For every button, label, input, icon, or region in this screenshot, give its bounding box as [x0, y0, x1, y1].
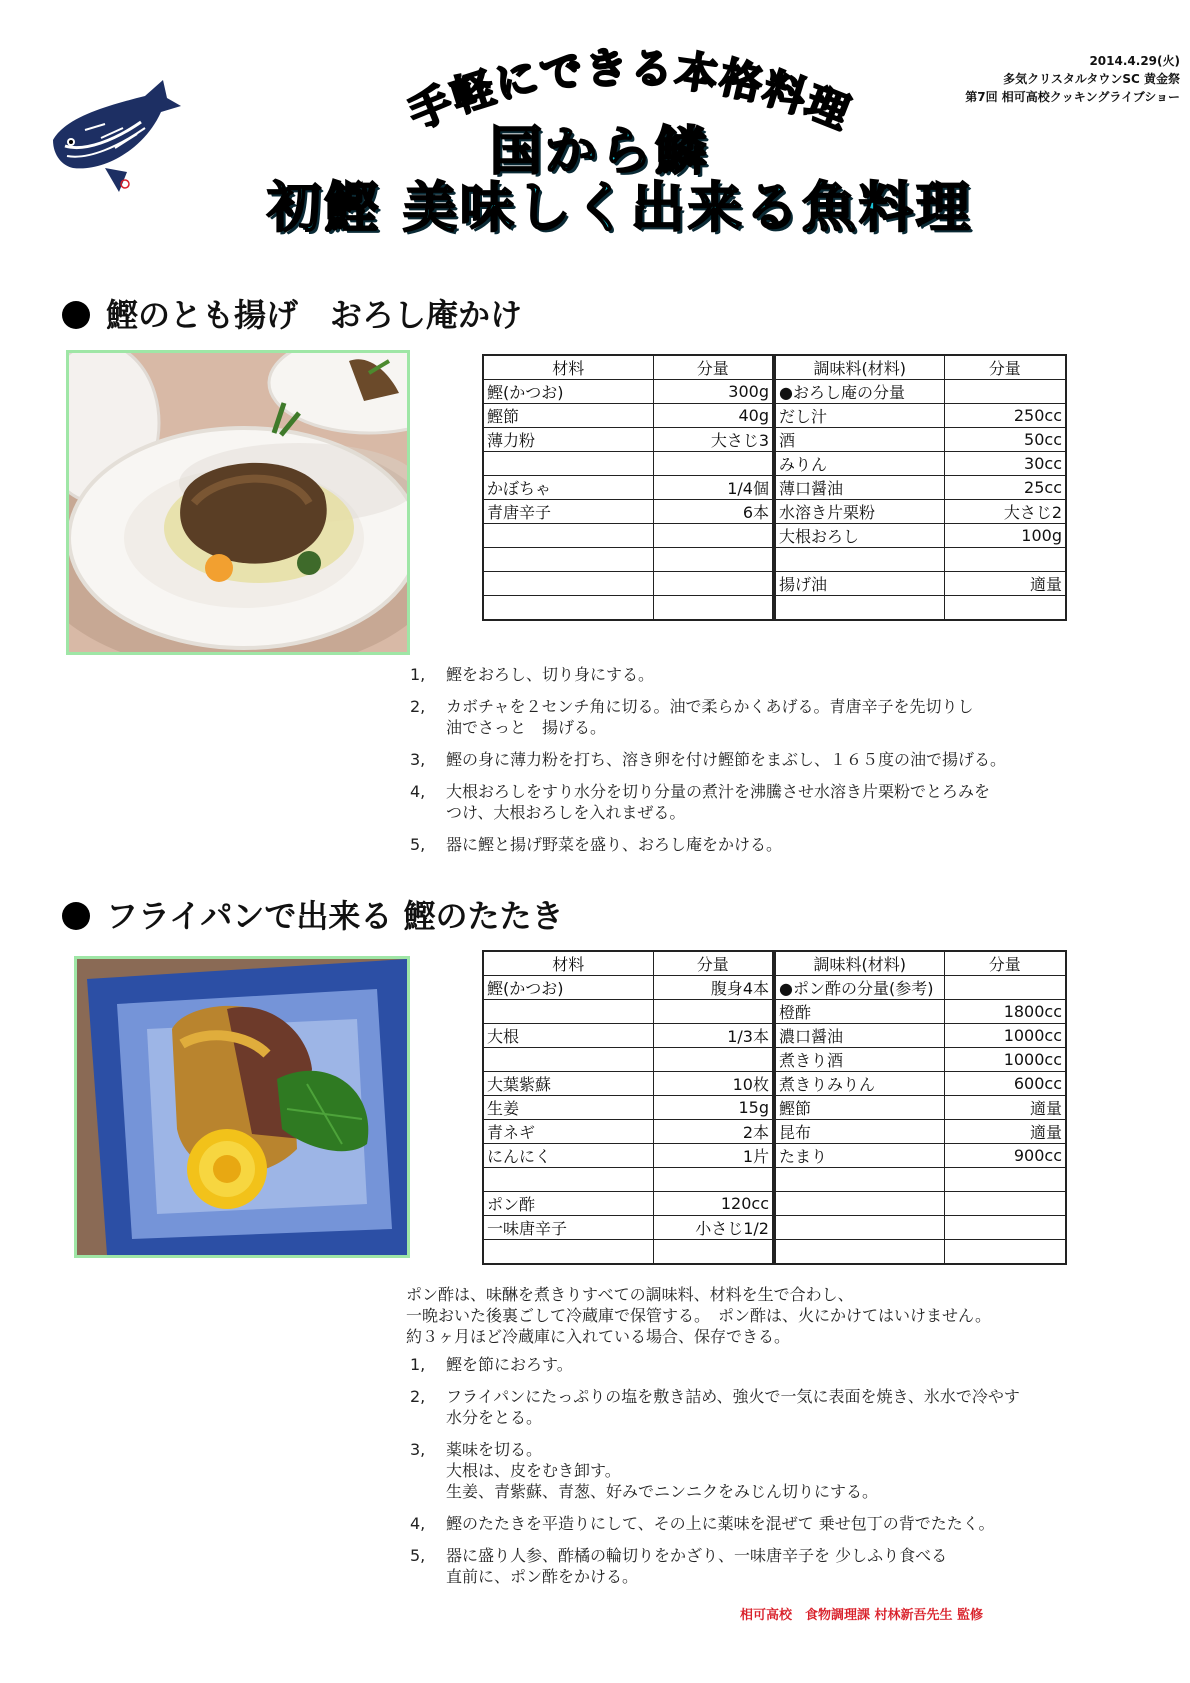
supervisor-credit: 相可高校 食物調理課 村林新吾先生 監修: [740, 1608, 984, 1623]
step-item: [410, 781, 1130, 823]
table-row: [483, 1072, 1066, 1096]
table-row: [483, 1192, 1066, 1216]
table-cell: 酒: [774, 428, 944, 452]
table-cell: [653, 1240, 774, 1265]
table-cell: [944, 1216, 1066, 1240]
table-cell: 青ネギ: [483, 1120, 653, 1144]
recipe2-table-body: [483, 951, 1066, 1264]
table-row: [483, 404, 1066, 428]
table-cell: 大さじ3: [653, 428, 774, 452]
table-cell: [653, 548, 774, 572]
step-item: [410, 1354, 1150, 1375]
table-cell: 50cc: [944, 428, 1066, 452]
step-item: [410, 834, 1130, 855]
recipe1-steps: [410, 664, 1130, 866]
table-row: [483, 1048, 1066, 1072]
table-header-row: [483, 951, 1066, 976]
step-text: 鰹の身に薄力粉を打ち、溶き卵を付け鰹節をまぶし、１６５度の油で揚げる。: [446, 750, 1007, 769]
table-row: [483, 1144, 1066, 1168]
table-cell: ●ポン酢の分量(参考): [774, 976, 944, 1000]
step-item: [410, 1439, 1150, 1502]
table-cell: 大さじ2: [944, 500, 1066, 524]
recipe1-ingredients-table: [482, 354, 1067, 621]
step-text: カボチャを２センチ角に切る。油で柔らかくあげる。青唐辛子を先切りし 油でさっと 揚げる。: [446, 697, 974, 737]
table-cell: [944, 548, 1066, 572]
step-number: 1,: [410, 1355, 426, 1374]
step-number: 3,: [410, 750, 426, 769]
table-cell: [653, 452, 774, 476]
table-cell: 煮きりみりん: [774, 1072, 944, 1096]
table-header-cell: 材料: [483, 355, 653, 380]
table-cell: 1片: [653, 1144, 774, 1168]
recipe2-photo: [74, 956, 410, 1258]
table-cell: たまり: [774, 1144, 944, 1168]
table-cell: [483, 1168, 653, 1192]
table-cell: [483, 524, 653, 548]
table-row: [483, 428, 1066, 452]
table-cell: [653, 572, 774, 596]
table-cell: 適量: [944, 1120, 1066, 1144]
table-cell: [774, 548, 944, 572]
table-cell: 1000cc: [944, 1048, 1066, 1072]
step-item: [410, 1513, 1150, 1534]
table-cell: [653, 1168, 774, 1192]
table-cell: [944, 1168, 1066, 1192]
table-cell: 1000cc: [944, 1024, 1066, 1048]
table-cell: [653, 596, 774, 621]
table-cell: かぼちゃ: [483, 476, 653, 500]
table-cell: 鰹(かつお): [483, 380, 653, 404]
table-cell: 120cc: [653, 1192, 774, 1216]
table-row: [483, 548, 1066, 572]
table-row: [483, 1168, 1066, 1192]
step-text: 薬味を切る。 大根は、皮をむき卸す。 生姜、青紫蘇、青葱、好みでニンニクをみじん切りにする。: [446, 1440, 879, 1501]
table-cell: [483, 1240, 653, 1265]
table-cell: 鰹節: [483, 404, 653, 428]
bonito-logo: [45, 68, 185, 198]
table-cell: 昆布: [774, 1120, 944, 1144]
table-cell: 腹身4本: [653, 976, 774, 1000]
table-cell: みりん: [774, 452, 944, 476]
recipe1-title: 鰹のとも揚げ おろし庵かけ: [106, 296, 523, 334]
step-item: [410, 664, 1130, 685]
recipe1-table-body: [483, 355, 1066, 620]
arc-title-text: 手軽にできる本格料理: [401, 43, 858, 139]
table-cell: 適量: [944, 1096, 1066, 1120]
table-cell: 薄力粉: [483, 428, 653, 452]
step-number: 5,: [410, 835, 426, 854]
table-cell: [774, 1216, 944, 1240]
table-cell: 大葉紫蘇: [483, 1072, 653, 1096]
table-header-cell: 調味料(材料): [774, 355, 944, 380]
table-cell: 鰹節: [774, 1096, 944, 1120]
table-row: [483, 1120, 1066, 1144]
table-row: [483, 1216, 1066, 1240]
table-cell: 揚げ油: [774, 572, 944, 596]
title-line-2: 初鰹 美味しく出来る魚料理: [267, 176, 973, 239]
table-cell: 100g: [944, 524, 1066, 548]
table-row: [483, 452, 1066, 476]
step-item: [410, 1545, 1150, 1587]
table-header-row: [483, 355, 1066, 380]
step-number: 4,: [410, 782, 426, 801]
step-item: [410, 1386, 1150, 1428]
step-text: 鰹のたたきを平造りにして、その上に薬味を混ぜて 乗せ包丁の背でたたく。: [446, 1514, 995, 1533]
table-cell: 600cc: [944, 1072, 1066, 1096]
table-cell: 一味唐辛子: [483, 1216, 653, 1240]
table-cell: 大根おろし: [774, 524, 944, 548]
step-text: 鰹をおろし、切り身にする。: [446, 665, 655, 684]
table-cell: 900cc: [944, 1144, 1066, 1168]
step-number: 4,: [410, 1514, 426, 1533]
table-row: [483, 572, 1066, 596]
event-name: 多気クリスタルタウンSC 黄金祭: [1003, 72, 1180, 86]
recipe2-ingredients-table: [482, 950, 1067, 1265]
table-cell: 250cc: [944, 404, 1066, 428]
table-row: [483, 380, 1066, 404]
table-cell: 青唐辛子: [483, 500, 653, 524]
table-header-cell: 分量: [944, 951, 1066, 976]
event-info: [880, 52, 1180, 106]
title-line-1: 国から鱗: [489, 122, 710, 182]
show-name: 第7回 相可高校クッキングライブショー: [965, 90, 1180, 104]
table-cell: 25cc: [944, 476, 1066, 500]
table-cell: ●おろし庵の分量: [774, 380, 944, 404]
table-cell: 1/4個: [653, 476, 774, 500]
table-header-cell: 材料: [483, 951, 653, 976]
table-header-cell: 分量: [653, 951, 774, 976]
table-cell: 小さじ1/2: [653, 1216, 774, 1240]
table-cell: 生姜: [483, 1096, 653, 1120]
table-cell: 水溶き片栗粉: [774, 500, 944, 524]
table-cell: 2本: [653, 1120, 774, 1144]
table-row: [483, 1096, 1066, 1120]
table-cell: [653, 524, 774, 548]
recipe1-heading: [62, 295, 522, 335]
table-row: [483, 1024, 1066, 1048]
table-row: [483, 1000, 1066, 1024]
table-cell: [944, 1240, 1066, 1265]
step-text: 器に盛り人参、酢橘の輪切りをかざり、一味唐辛子を 少しふり食べる 直前に、ポン酢をかける。: [446, 1546, 948, 1586]
table-cell: 大根: [483, 1024, 653, 1048]
table-row: [483, 596, 1066, 621]
table-cell: 300g: [653, 380, 774, 404]
step-text: 大根おろしをすり水分を切り分量の煮汁を沸騰させ水溶き片栗粉でとろみを つけ、大根おろしを入れまぜる。: [446, 782, 991, 822]
table-cell: 煮きり酒: [774, 1048, 944, 1072]
table-row: [483, 500, 1066, 524]
table-cell: 15g: [653, 1096, 774, 1120]
table-header-cell: 分量: [944, 355, 1066, 380]
table-cell: [774, 1192, 944, 1216]
step-text: 鰹を節におろす。: [446, 1355, 573, 1374]
table-cell: 橙酢: [774, 1000, 944, 1024]
recipe2-steps: [410, 1354, 1150, 1598]
table-cell: [774, 1240, 944, 1265]
table-cell: [483, 572, 653, 596]
table-cell: 薄口醤油: [774, 476, 944, 500]
table-cell: だし汁: [774, 404, 944, 428]
table-cell: 6本: [653, 500, 774, 524]
table-cell: [944, 380, 1066, 404]
table-cell: [653, 1000, 774, 1024]
table-cell: [944, 976, 1066, 1000]
table-row: [483, 476, 1066, 500]
table-cell: 鰹(かつお): [483, 976, 653, 1000]
table-row: [483, 1240, 1066, 1265]
table-cell: 30cc: [944, 452, 1066, 476]
step-text: フライパンにたっぷりの塩を敷き詰め、強火で一気に表面を焼き、氷水で冷やす 水分をとる。: [446, 1387, 1020, 1427]
table-cell: [483, 1000, 653, 1024]
table-header-cell: 分量: [653, 355, 774, 380]
table-cell: 適量: [944, 572, 1066, 596]
table-cell: [774, 1168, 944, 1192]
step-item: [410, 749, 1130, 770]
table-cell: [483, 548, 653, 572]
bullet-dot-icon: [62, 902, 90, 930]
table-cell: [774, 596, 944, 621]
step-number: 5,: [410, 1546, 426, 1565]
table-cell: 1800cc: [944, 1000, 1066, 1024]
table-cell: [483, 452, 653, 476]
event-date: 2014.4.29(火): [1089, 54, 1180, 68]
table-cell: [944, 596, 1066, 621]
recipe1-photo: [66, 350, 410, 655]
table-cell: [483, 596, 653, 621]
step-number: 3,: [410, 1440, 426, 1459]
table-cell: [944, 1192, 1066, 1216]
table-cell: にんにく: [483, 1144, 653, 1168]
table-cell: 濃口醤油: [774, 1024, 944, 1048]
step-text: 器に鰹と揚げ野菜を盛り、おろし庵をかける。: [446, 835, 783, 854]
step-number: 2,: [410, 1387, 426, 1406]
ponzu-note: ポン酢は、味醂を煮きりすべての調味料、材料を生で合わし、 一晩おいた後裏ごして冷蔵庫で保管する。 ポン酢は、火にかけてはいけません。 約３ヶ月ほど冷蔵庫に入れている場合、保存できる。: [406, 1285, 991, 1346]
table-row: [483, 976, 1066, 1000]
table-cell: ポン酢: [483, 1192, 653, 1216]
table-cell: 1/3本: [653, 1024, 774, 1048]
step-number: 2,: [410, 697, 426, 716]
bonito-fish-icon: [45, 68, 185, 198]
table-cell: 40g: [653, 404, 774, 428]
step-item: [410, 696, 1130, 738]
bullet-dot-icon: [62, 301, 90, 329]
table-cell: [483, 1048, 653, 1072]
table-row: [483, 524, 1066, 548]
recipe2-heading: [62, 896, 564, 936]
recipe2-title: フライパンで出来る 鰹のたたき: [106, 897, 564, 935]
table-header-cell: 調味料(材料): [774, 951, 944, 976]
step-number: 1,: [410, 665, 426, 684]
table-cell: [653, 1048, 774, 1072]
table-cell: 10枚: [653, 1072, 774, 1096]
